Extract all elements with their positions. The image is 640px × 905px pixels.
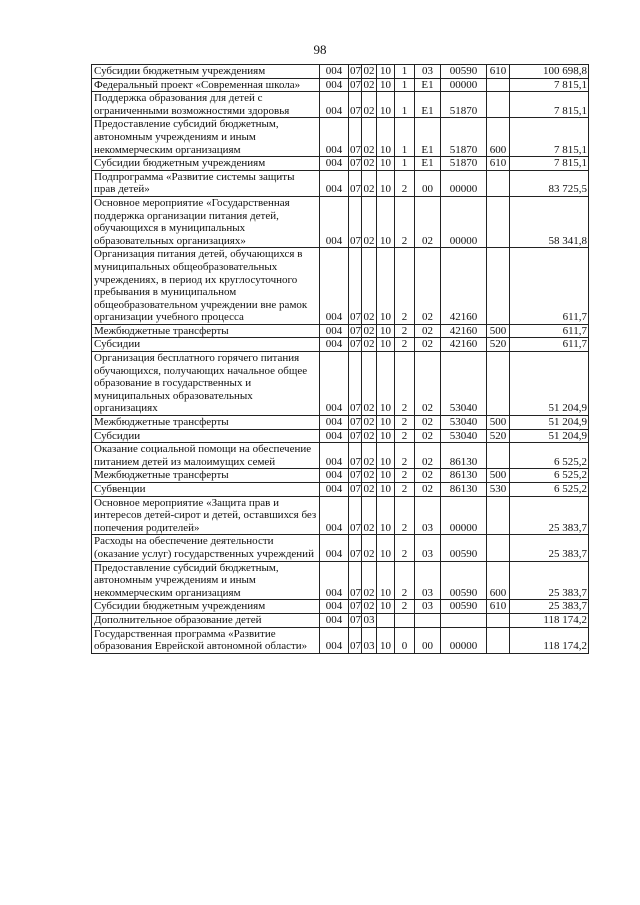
table-row: [92, 627, 589, 653]
row-name: Субсидии бюджетным учреждениям: [92, 600, 320, 614]
direction-code: 53040: [441, 352, 487, 416]
row-name: Подпрограмма «Развитие системы защиты прав детей»: [92, 170, 320, 196]
section-code: 07: [349, 170, 362, 196]
ministry-code: 004: [320, 469, 349, 483]
subprogram-code: 2: [395, 496, 415, 535]
ministry-code: 004: [320, 248, 349, 325]
main-event-code: 02: [415, 443, 441, 469]
section-code: 07: [349, 627, 362, 653]
section-code: 07: [350, 483, 361, 495]
direction-code: 86130: [441, 469, 487, 483]
table-row: [92, 157, 589, 171]
amount: 25 383,7: [510, 496, 589, 535]
expense-type-code: [487, 496, 510, 535]
row-name: Межбюджетные трансферты: [92, 324, 320, 338]
section-code: 07: [350, 613, 361, 626]
section-code: 07: [350, 600, 361, 613]
subprogram-code: 1: [395, 118, 415, 157]
program-code: 10: [377, 157, 395, 171]
table-row: [92, 443, 589, 469]
ministry-code: 004: [320, 600, 349, 614]
subsection-code: 02: [363, 483, 375, 495]
subprogram-code: 1: [395, 157, 415, 171]
ministry-code: 004: [320, 352, 349, 416]
expense-type-code: 500: [487, 416, 510, 430]
ministry-code: 004: [320, 535, 349, 561]
ministry-code: 004: [320, 561, 349, 600]
direction-code: 53040: [441, 429, 487, 443]
subprogram-code: 2: [395, 535, 415, 561]
table-row: [92, 78, 589, 92]
subsection-code: 02: [362, 170, 377, 196]
subprogram-code: 1: [395, 78, 415, 92]
expense-type-code: 530: [487, 483, 510, 497]
expense-type-code: [487, 248, 510, 325]
expense-type-code: 500: [487, 469, 510, 483]
direction-code: 53040: [441, 416, 487, 430]
subsection-code: 02: [363, 338, 375, 351]
amount: 7 815,1: [510, 92, 589, 118]
amount: 51 204,9: [510, 429, 589, 443]
subsection-code: 02: [362, 561, 377, 600]
row-name: Организация бесплатного горячего питания обучающихся, получающих начальное общее образование в государственных и муниципальных образовательных организациях: [92, 352, 320, 416]
subsection-code: 02: [363, 469, 375, 482]
ministry-code: 004: [320, 78, 349, 92]
subsection-code: 02: [362, 92, 377, 118]
main-event-code: 02: [415, 338, 441, 352]
direction-code: 51870: [441, 157, 487, 171]
subsection-code: 02: [363, 78, 375, 91]
table-row: [92, 92, 589, 118]
direction-code: 42160: [441, 324, 487, 338]
direction-code: 51870: [441, 118, 487, 157]
table-row: [92, 613, 589, 627]
table-row: [92, 600, 589, 614]
main-event-code: 02: [415, 196, 441, 247]
main-event-code: 00: [415, 627, 441, 653]
amount: 6 525,2: [510, 483, 589, 497]
row-name: Дополнительное образование детей: [92, 613, 320, 627]
subprogram-code: 2: [395, 600, 415, 614]
section-code: 07: [350, 338, 361, 351]
table-row: [92, 496, 589, 535]
amount: 25 383,7: [510, 535, 589, 561]
program-code: 10: [377, 118, 395, 157]
amount: 25 383,7: [510, 600, 589, 614]
main-event-code: 02: [415, 483, 441, 497]
main-event-code: 03: [415, 535, 441, 561]
row-name: Предоставление субсидий бюджетным, автономным учреждениям и иным некоммерческим организациям: [92, 561, 320, 600]
program-code: [377, 613, 395, 627]
row-name: Организация питания детей, обучающихся в муниципальных общеобразовательных учреждениях, в период их круглосуточного пребывания в муниципальном общеобразовательном учреждении вне рамок организации учебного процесса: [92, 248, 320, 325]
direction-code: 00000: [441, 196, 487, 247]
program-code: 10: [377, 600, 395, 614]
amount: 58 341,8: [510, 196, 589, 247]
amount: 25 383,7: [510, 561, 589, 600]
program-code: 10: [377, 248, 395, 325]
direction-code: 00000: [441, 170, 487, 196]
ministry-code: 004: [320, 170, 349, 196]
direction-code: 00590: [441, 600, 487, 614]
row-name: Субсидии бюджетным учреждениям: [92, 65, 320, 79]
section-code: 07: [350, 324, 361, 337]
expense-type-code: [487, 443, 510, 469]
row-name: Субсидии: [92, 338, 320, 352]
program-code: 10: [377, 496, 395, 535]
amount: 7 815,1: [510, 78, 589, 92]
subprogram-code: 2: [395, 416, 415, 430]
subsection-code: 02: [363, 324, 375, 337]
section-code: 07: [350, 78, 361, 91]
row-name: Федеральный проект «Современная школа»: [92, 78, 320, 92]
expense-type-code: 610: [487, 65, 510, 79]
direction-code: [441, 613, 487, 627]
main-event-code: 02: [415, 429, 441, 443]
table-row: [92, 324, 589, 338]
section-code: 07: [349, 535, 362, 561]
row-name: Субвенции: [92, 483, 320, 497]
direction-code: 00000: [441, 496, 487, 535]
row-name: Предоставление субсидий бюджетным, автономным учреждениям и иным некоммерческим организациям: [92, 118, 320, 157]
row-name: Основное мероприятие «Государственная поддержка организации питания детей, обучающихся в муниципальных образовательных организациях»: [92, 196, 320, 247]
ministry-code: 004: [320, 324, 349, 338]
amount: 7 815,1: [510, 157, 589, 171]
direction-code: 86130: [441, 443, 487, 469]
main-event-code: E1: [415, 118, 441, 157]
main-event-code: [415, 613, 441, 627]
direction-code: 42160: [441, 248, 487, 325]
amount: 51 204,9: [510, 416, 589, 430]
direction-code: 00000: [441, 627, 487, 653]
main-event-code: 02: [415, 248, 441, 325]
main-event-code: 03: [415, 496, 441, 535]
program-code: 10: [377, 92, 395, 118]
ministry-code: 004: [320, 92, 349, 118]
section-code: 07: [350, 65, 361, 77]
section-code: 07: [349, 352, 362, 416]
ministry-code: 004: [320, 627, 349, 653]
subsection-code: 02: [362, 196, 377, 247]
subsection-code: 02: [362, 352, 377, 416]
expense-type-code: [487, 92, 510, 118]
ministry-code: 004: [320, 196, 349, 247]
subsection-code: 02: [363, 157, 375, 170]
amount: 611,7: [510, 338, 589, 352]
subsection-code: 02: [363, 65, 375, 77]
subprogram-code: 1: [395, 65, 415, 79]
section-code: 07: [349, 118, 362, 157]
expense-type-code: [487, 627, 510, 653]
amount: 118 174,2: [510, 613, 589, 627]
amount: 51 204,9: [510, 352, 589, 416]
expense-type-code: 500: [487, 324, 510, 338]
program-code: 10: [377, 324, 395, 338]
subprogram-code: [395, 613, 415, 627]
expense-type-code: [487, 196, 510, 247]
page-number: 98: [313, 42, 327, 57]
section-code: 07: [350, 429, 361, 442]
main-event-code: 02: [415, 352, 441, 416]
direction-code: 00000: [441, 78, 487, 92]
subsection-code: 02: [362, 535, 377, 561]
subprogram-code: 2: [395, 561, 415, 600]
ministry-code: 004: [320, 157, 349, 171]
row-name: Расходы на обеспечение деятельности (оказание услуг) государственных учреждений: [92, 535, 320, 561]
main-event-code: 00: [415, 170, 441, 196]
row-name: Межбюджетные трансферты: [92, 416, 320, 430]
subsection-code: 03: [362, 627, 377, 653]
table-row: [92, 170, 589, 196]
expense-type-code: [487, 170, 510, 196]
ministry-code: 004: [320, 65, 349, 79]
program-code: 10: [377, 627, 395, 653]
row-name: Субсидии бюджетным учреждениям: [92, 157, 320, 171]
expense-type-code: 610: [487, 600, 510, 614]
main-event-code: 02: [415, 469, 441, 483]
amount: 7 815,1: [510, 118, 589, 157]
program-code: 10: [377, 78, 395, 92]
subprogram-code: 2: [395, 324, 415, 338]
subprogram-code: 2: [395, 352, 415, 416]
expense-type-code: [487, 352, 510, 416]
subsection-code: 03: [363, 613, 375, 626]
section-code: 07: [349, 248, 362, 325]
subprogram-code: 0: [395, 627, 415, 653]
table-row: [92, 338, 589, 352]
program-code: 10: [377, 352, 395, 416]
section-code: 07: [350, 416, 361, 429]
row-name: Субсидии: [92, 429, 320, 443]
row-name: Поддержка образования для детей с ограниченными возможностями здоровья: [92, 92, 320, 118]
expense-type-code: 600: [487, 561, 510, 600]
table-row: [92, 248, 589, 325]
amount: 6 525,2: [510, 443, 589, 469]
expense-type-code: 610: [487, 157, 510, 171]
expense-type-code: 520: [487, 429, 510, 443]
ministry-code: 004: [320, 416, 349, 430]
main-event-code: E1: [415, 78, 441, 92]
budget-table: [91, 64, 589, 654]
ministry-code: 004: [320, 613, 349, 627]
direction-code: 00590: [441, 65, 487, 79]
program-code: 10: [377, 170, 395, 196]
ministry-code: 004: [320, 118, 349, 157]
program-code: 10: [377, 338, 395, 352]
program-code: 10: [377, 561, 395, 600]
direction-code: 51870: [441, 92, 487, 118]
section-code: 07: [350, 157, 361, 170]
ministry-code: 004: [320, 443, 349, 469]
direction-code: 00590: [441, 561, 487, 600]
direction-code: 00590: [441, 535, 487, 561]
program-code: 10: [377, 65, 395, 79]
table-row: [92, 65, 589, 79]
expense-type-code: [487, 613, 510, 627]
subprogram-code: 2: [395, 170, 415, 196]
subsection-code: 02: [362, 118, 377, 157]
section-code: 07: [349, 92, 362, 118]
amount: 118 174,2: [510, 627, 589, 653]
direction-code: 86130: [441, 483, 487, 497]
table-row: [92, 352, 589, 416]
row-name: Государственная программа «Развитие образования Еврейской автономной области»: [92, 627, 320, 653]
main-event-code: 02: [415, 416, 441, 430]
row-name: Межбюджетные трансферты: [92, 469, 320, 483]
section-code: 07: [349, 561, 362, 600]
table-row: [92, 561, 589, 600]
section-code: 07: [349, 443, 362, 469]
table-row: [92, 483, 589, 497]
table-row: [92, 416, 589, 430]
table-row: [92, 535, 589, 561]
subprogram-code: 2: [395, 196, 415, 247]
section-code: 07: [350, 469, 361, 482]
program-code: 10: [377, 429, 395, 443]
main-event-code: E1: [415, 92, 441, 118]
subsection-code: 02: [363, 429, 375, 442]
ministry-code: 004: [320, 338, 349, 352]
row-name: Оказание социальной помощи на обеспечение питанием детей из малоимущих семей: [92, 443, 320, 469]
main-event-code: 02: [415, 324, 441, 338]
amount: 611,7: [510, 324, 589, 338]
subsection-code: 02: [363, 416, 375, 429]
ministry-code: 004: [320, 429, 349, 443]
table-row: [92, 118, 589, 157]
section-code: 07: [349, 496, 362, 535]
subsection-code: 02: [363, 600, 375, 613]
table-body: [92, 65, 589, 654]
main-event-code: E1: [415, 157, 441, 171]
table-row: [92, 469, 589, 483]
amount: 100 698,8: [510, 65, 589, 79]
program-code: 10: [377, 535, 395, 561]
direction-code: 42160: [441, 338, 487, 352]
subprogram-code: 2: [395, 469, 415, 483]
program-code: 10: [377, 443, 395, 469]
subsection-code: 02: [362, 496, 377, 535]
amount: 611,7: [510, 248, 589, 325]
subsection-code: 02: [362, 443, 377, 469]
ministry-code: 004: [320, 483, 349, 497]
ministry-code: 004: [320, 496, 349, 535]
expense-type-code: 600: [487, 118, 510, 157]
expense-type-code: [487, 78, 510, 92]
subprogram-code: 2: [395, 443, 415, 469]
subprogram-code: 2: [395, 248, 415, 325]
expense-type-code: 520: [487, 338, 510, 352]
program-code: 10: [377, 416, 395, 430]
program-code: 10: [377, 196, 395, 247]
amount: 83 725,5: [510, 170, 589, 196]
row-name: Основное мероприятие «Защита прав и интересов детей-сирот и детей, оставшихся без попечения родителей»: [92, 496, 320, 535]
main-event-code: 03: [415, 65, 441, 79]
program-code: 10: [377, 483, 395, 497]
subprogram-code: 2: [395, 483, 415, 497]
table-row: [92, 196, 589, 247]
subprogram-code: 2: [395, 429, 415, 443]
subprogram-code: 1: [395, 92, 415, 118]
main-event-code: 03: [415, 600, 441, 614]
program-code: 10: [377, 469, 395, 483]
section-code: 07: [349, 196, 362, 247]
subsection-code: 02: [362, 248, 377, 325]
subprogram-code: 2: [395, 338, 415, 352]
expense-type-code: [487, 535, 510, 561]
main-event-code: 03: [415, 561, 441, 600]
table-row: [92, 429, 589, 443]
amount: 6 525,2: [510, 469, 589, 483]
